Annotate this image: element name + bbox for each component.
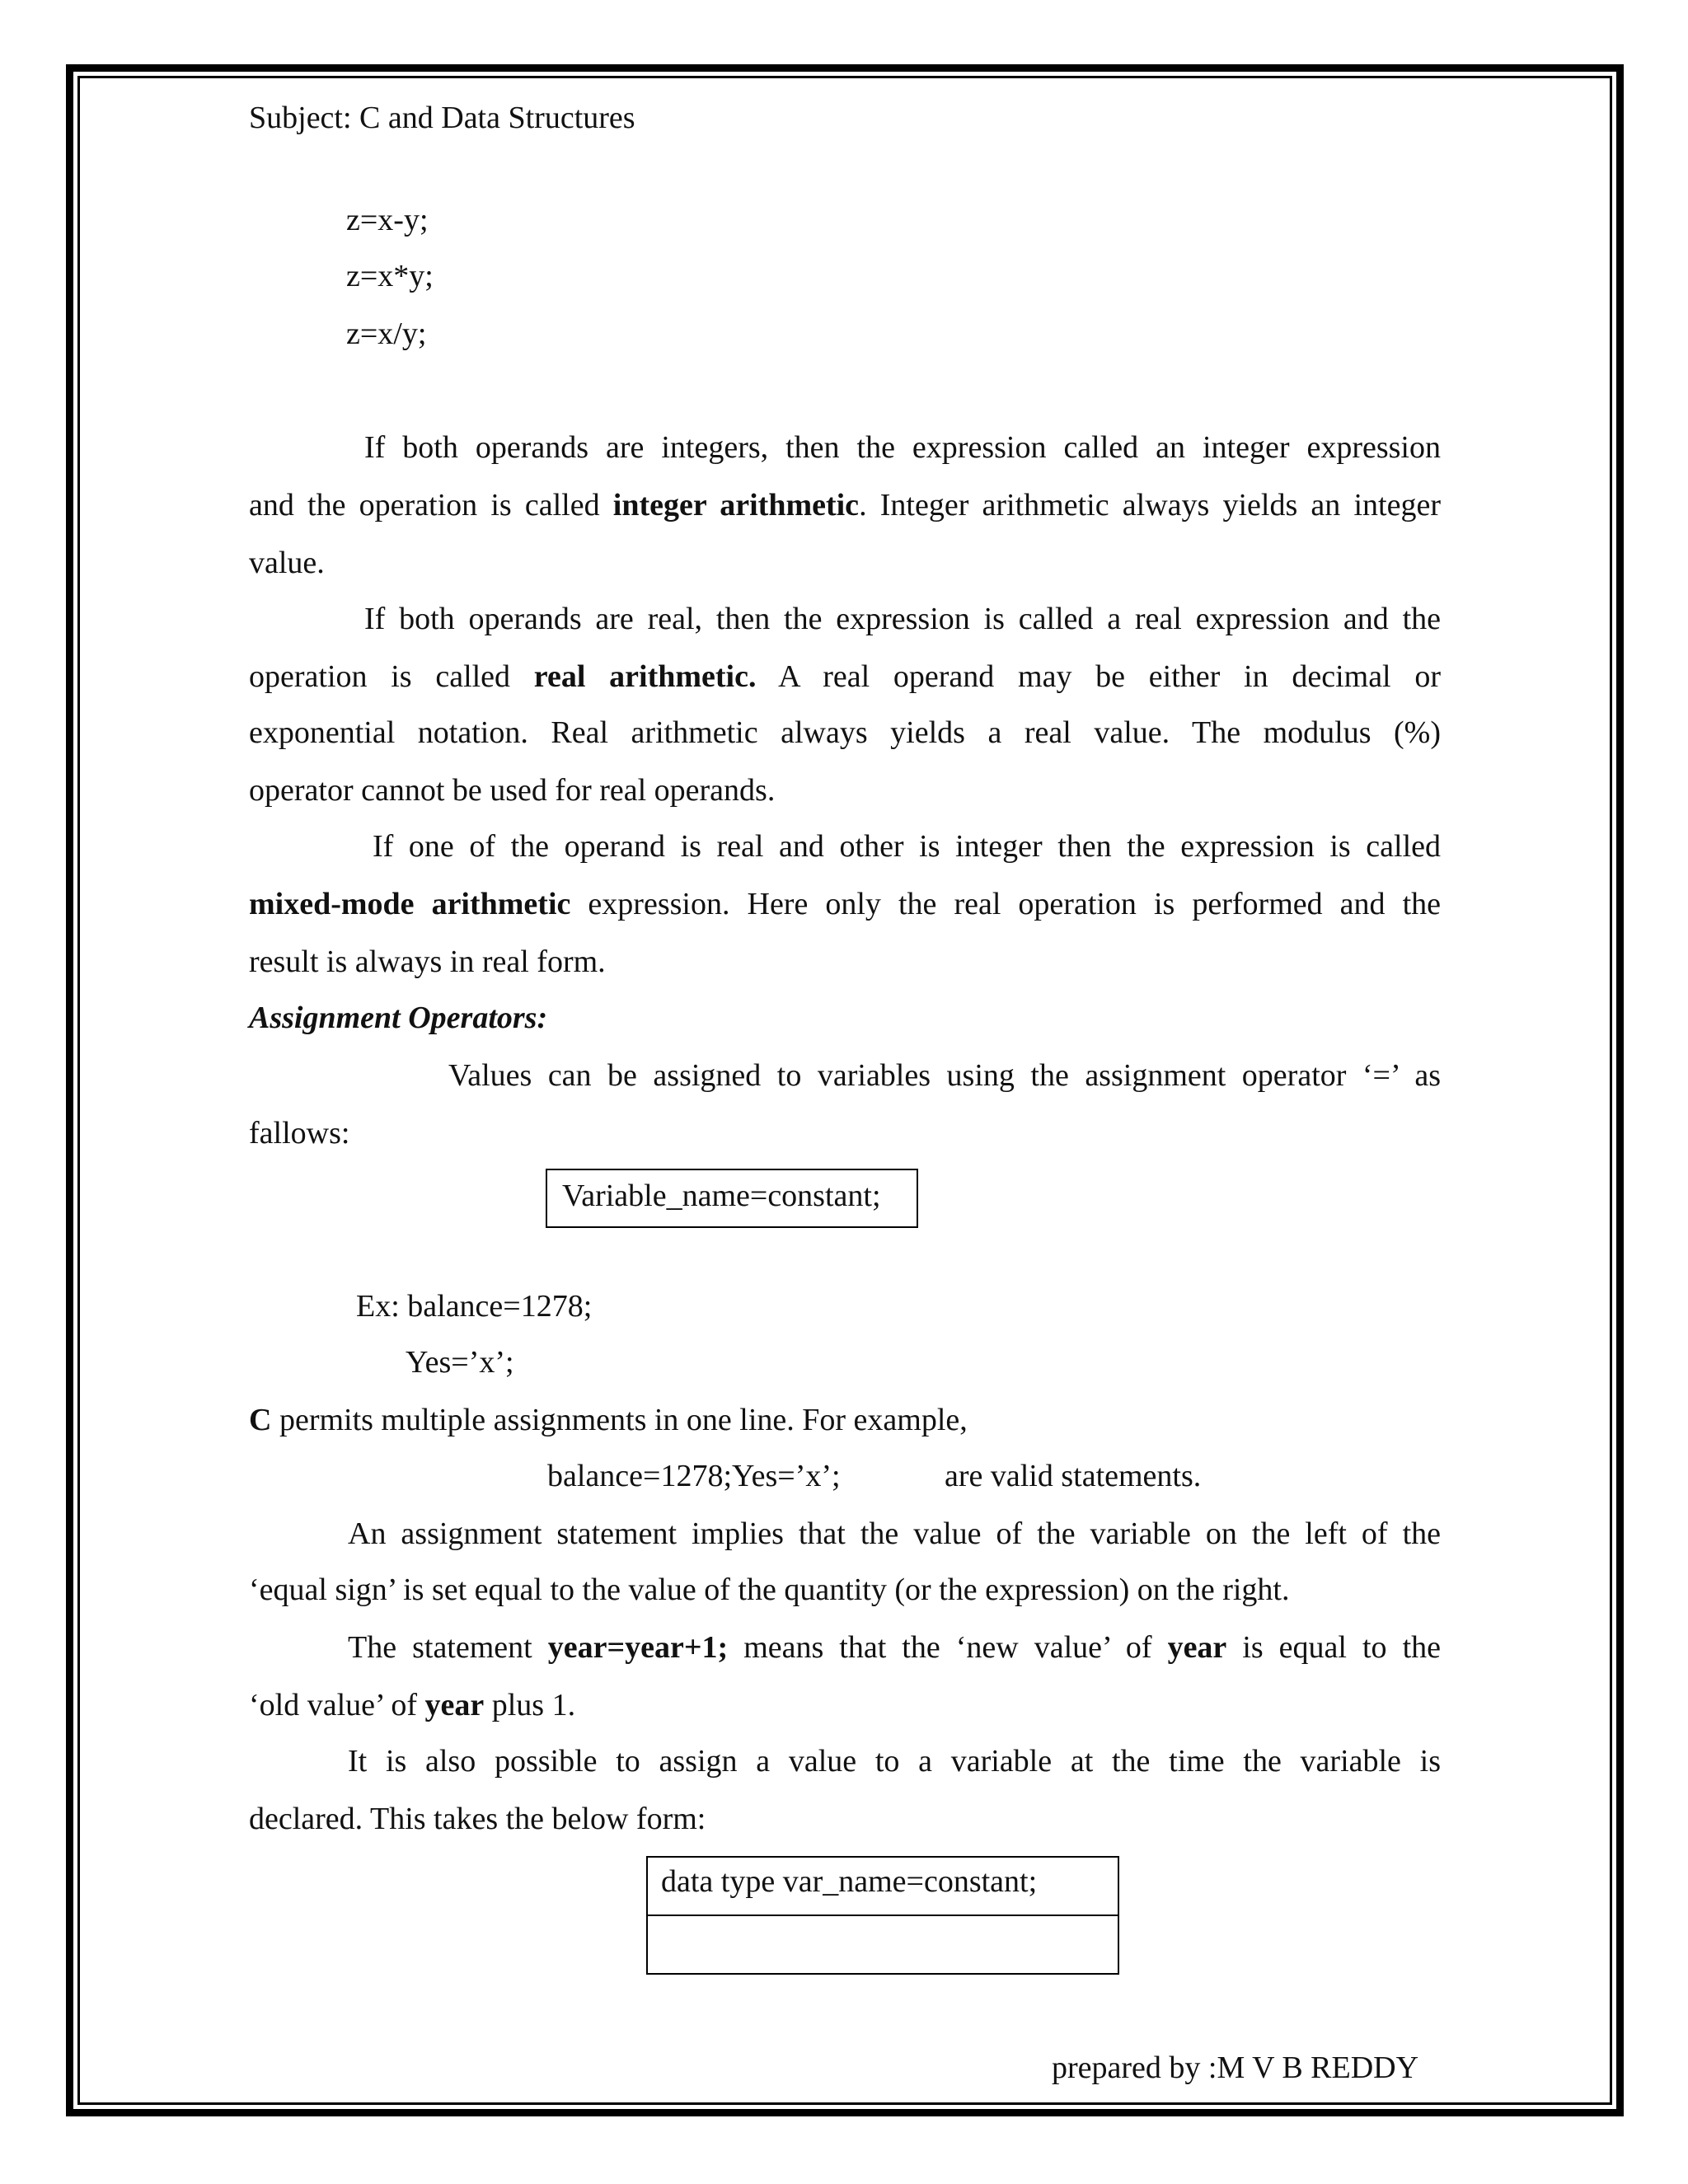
paragraph-statement-line-2: ‘equal sign’ is set equal to the value of the quantity (or the expression) on the right. <box>249 1572 1290 1607</box>
syntax-box-divider <box>648 1915 1118 1916</box>
footer-author: prepared by :M V B REDDY <box>1052 2050 1419 2085</box>
syntax-box-declaration-text: data type var_name=constant; <box>661 1864 1038 1899</box>
paragraph-real-line-3: exponential notation. Real arithmetic always yields a real value. The modulus (%) <box>249 715 1441 750</box>
code-year-increment: year=year+1; <box>547 1630 729 1665</box>
paragraph-integer-line-1: If both operands are integers, then the expression called an integer expression <box>364 430 1441 465</box>
code-line-2: z=x*y; <box>346 259 434 293</box>
paragraph-assign-line-2: fallows: <box>249 1116 350 1151</box>
example-multiple-assignments: balance=1278;Yes=’x’; <box>547 1459 841 1493</box>
example-line-2: Yes=’x’; <box>406 1345 514 1380</box>
paragraph-integer-line-3: value. <box>249 546 325 580</box>
term-c: C <box>249 1403 272 1437</box>
paragraph-integer-line-2: and the operation is called integer arithmetic. Integer arithmetic always yields an integer <box>249 488 1441 523</box>
paragraph-multiple-line-1: C permits multiple assignments in one line. For example, <box>249 1403 968 1437</box>
syntax-box-assignment-text: Variable_name=constant; <box>562 1179 881 1213</box>
term-mixed-mode-arithmetic: mixed-mode arithmetic <box>249 887 571 921</box>
paragraph-mixed-line-1: If one of the operand is real and other is integer then the expression is called <box>373 829 1441 864</box>
term-real-arithmetic: real arithmetic. <box>533 659 757 694</box>
paragraph-real-line-1: If both operands are real, then the expression is called a real expression and the <box>364 602 1441 636</box>
term-integer-arithmetic: integer arithmetic <box>612 488 860 523</box>
paragraph-statement-line-1: An assignment statement implies that the value of the variable on the left of the <box>348 1516 1441 1551</box>
paragraph-mixed-line-3: result is always in real form. <box>249 944 606 979</box>
valid-statements-text: are valid statements. <box>945 1459 1202 1493</box>
paragraph-assign-line-1: Values can be assigned to variables using the assignment operator ‘=’ as <box>448 1058 1441 1093</box>
code-line-3: z=x/y; <box>346 316 427 351</box>
subject-header: Subject: C and Data Structures <box>249 101 635 135</box>
paragraph-mixed-line-2: mixed-mode arithmetic expression. Here only the real operation is performed and the <box>249 887 1441 921</box>
code-line-1: z=x-y; <box>346 203 429 237</box>
paragraph-year-line-1: The statement year=year+1; means that the ‘new value’ of year is equal to the <box>348 1630 1441 1665</box>
example-line-1: Ex: balance=1278; <box>356 1289 593 1324</box>
paragraph-real-line-4: operator cannot be used for real operands. <box>249 773 776 808</box>
paragraph-real-line-2: operation is called real arithmetic. A real operand may be either in decimal or <box>249 659 1442 694</box>
paragraph-declare-line-1: It is also possible to assign a value to a variable at the time the variable is <box>348 1744 1441 1779</box>
paragraph-declare-line-2: declared. This takes the below form: <box>249 1802 706 1836</box>
paragraph-year-line-2: ‘old value’ of year plus 1. <box>249 1688 576 1722</box>
syntax-box-declaration <box>646 1856 1119 1975</box>
section-heading-assignment-operators: Assignment Operators: <box>249 1001 548 1035</box>
syntax-box-assignment <box>546 1169 918 1228</box>
